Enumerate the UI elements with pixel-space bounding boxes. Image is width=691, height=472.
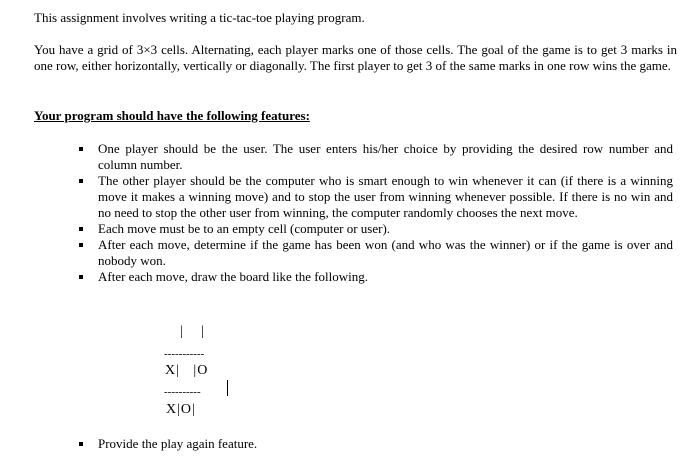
list-item: One player should be the user. The user enters his/her choice by providing the desired row number and column number. [0, 141, 673, 173]
list-item: Each move must be to an empty cell (computer or user). [0, 221, 673, 237]
board-row-2: X| |O [165, 363, 209, 378]
list-item: Provide the play again feature. [0, 436, 691, 452]
intro-paragraph: This assignment involves writing a tic-tac-toe playing program. [34, 10, 365, 25]
board-row-1: | | [180, 324, 207, 339]
list-item: The other player should be the computer who is smart enough to win whenever it can (if there is a winning move it makes a winning move) and to stop the user from winning whenever possible. If there is no win and no need to stop the other user from winning, the computer randomly chooses the next move. [0, 173, 673, 221]
features-list-continued [0, 436, 691, 452]
list-item: After each move, draw the board like the following. [0, 269, 673, 285]
board-separator-1: ----------- [164, 348, 205, 360]
description-paragraph: You have a grid of 3×3 cells. Alternating, each player marks one of those cells. The goal of the game is to get 3 marks in one row, either horizontally, vertically or diagonally. The first player to get 3 of the same marks in one row wins the game. [34, 42, 677, 73]
board-row-3: X|O| [166, 402, 196, 417]
features-heading: Your program should have the following features: [34, 108, 310, 123]
board-separator-tick [227, 380, 228, 396]
board-separator-2: ---------- [164, 386, 201, 398]
list-item: After each move, determine if the game has been won (and who was the winner) or if the game is over and nobody won. [0, 237, 673, 269]
